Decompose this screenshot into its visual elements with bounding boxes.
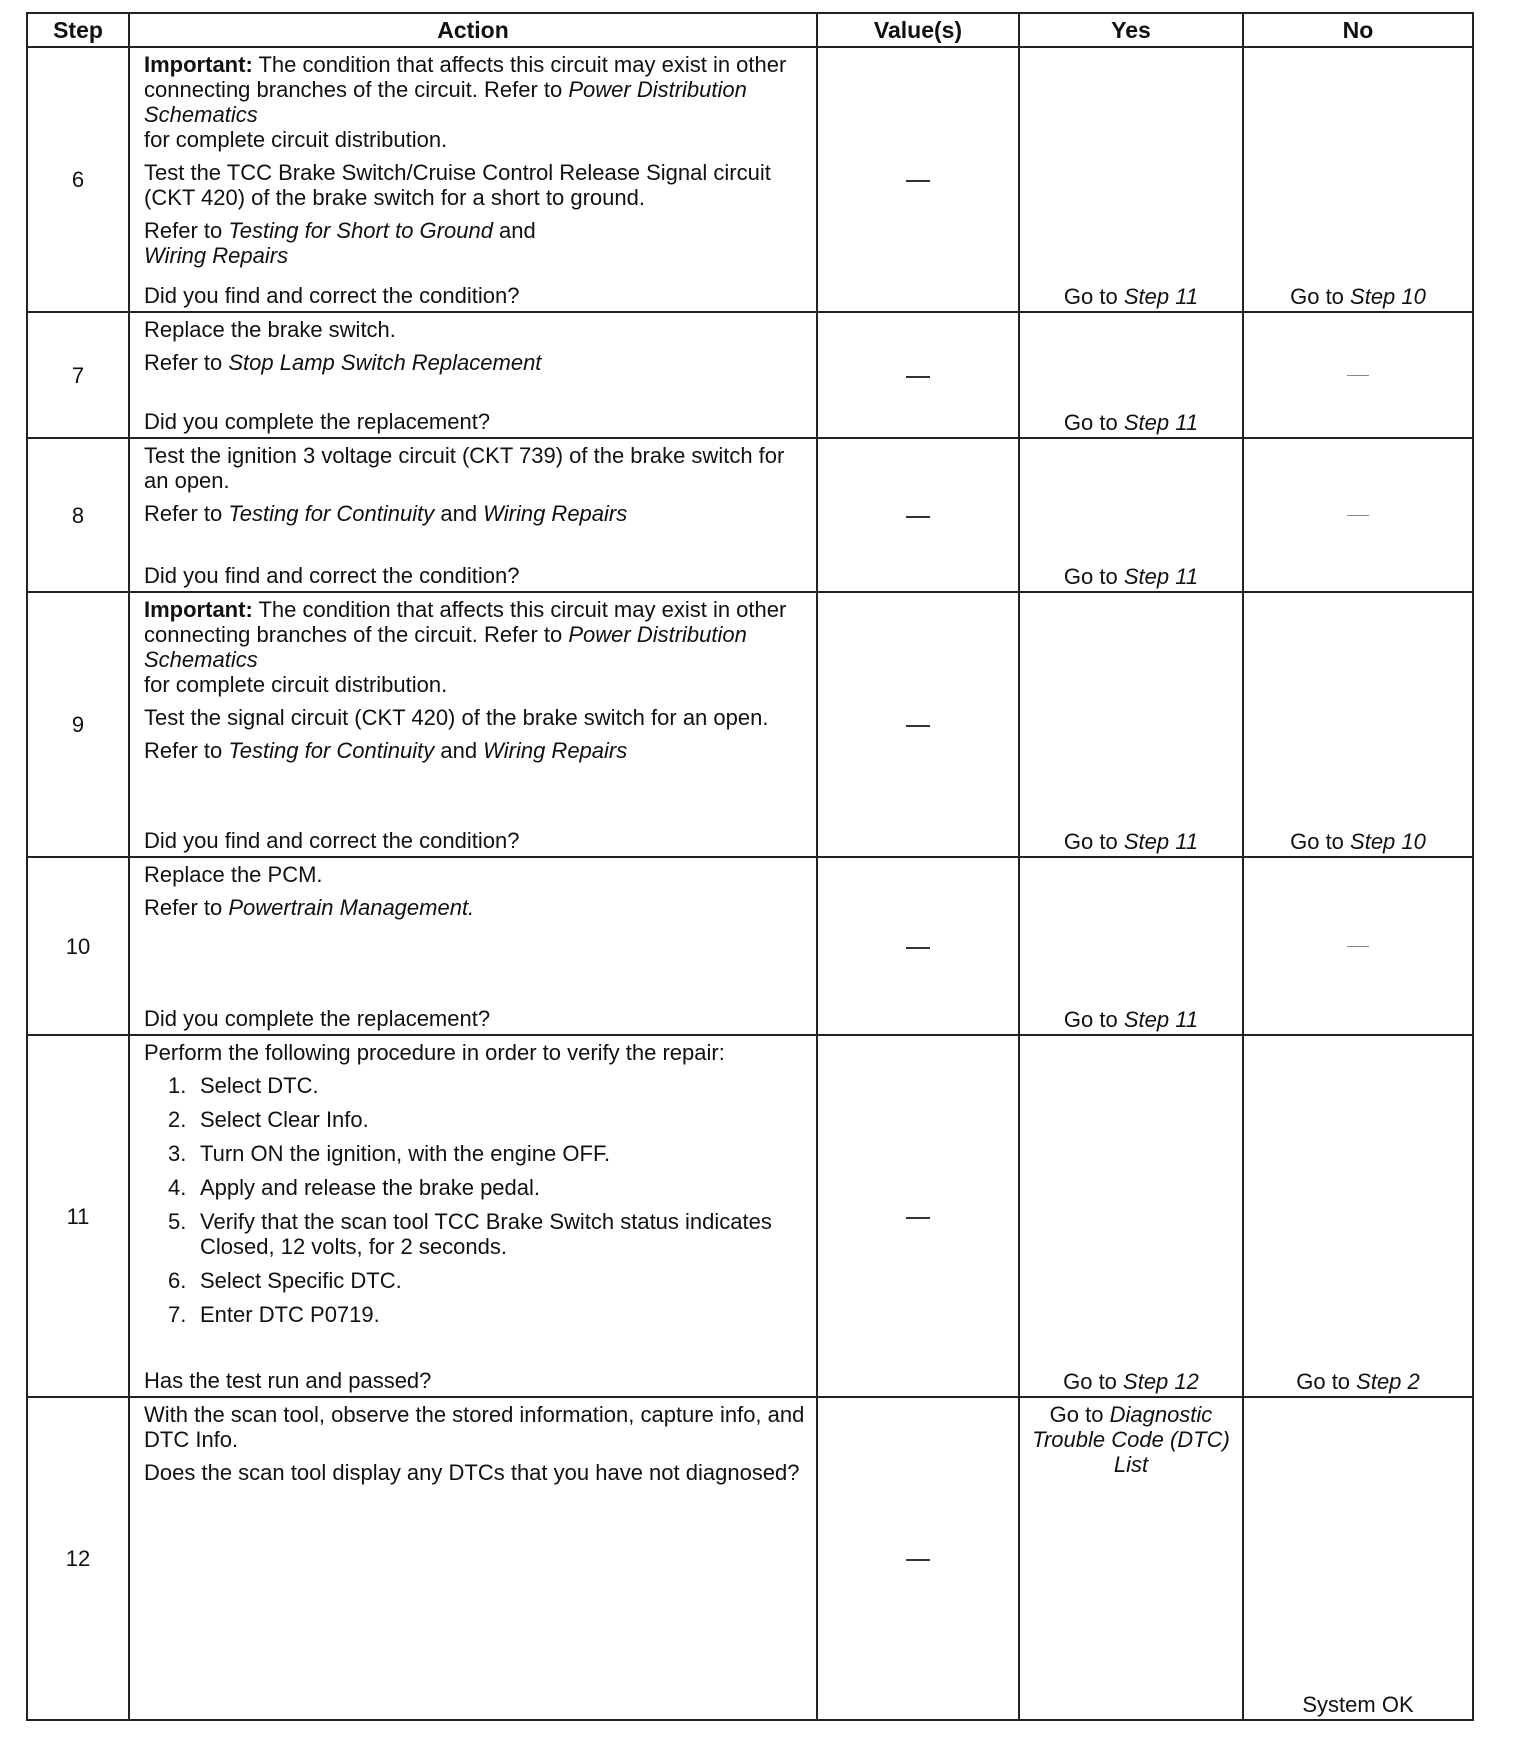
list-item: 5. Verify that the scan tool TCC Brake Switch status indicates Closed, 12 volts, for 2 seconds. [168,1209,772,1259]
yes-step-link[interactable]: Step 11 [1123,829,1199,854]
schematics-link[interactable]: Power Distribution Schematics [144,622,747,672]
step-number: 6 [27,47,129,312]
no-dash [1347,375,1369,376]
continuity-link[interactable]: Testing for Continuity [228,501,435,526]
short-to-ground-link[interactable]: Testing for Short to Ground [228,218,493,243]
value-cell [817,1035,1019,1397]
no-dash [1347,946,1369,947]
header-step: Step [27,13,129,47]
yes-cell [1019,312,1243,438]
dtc-list-link[interactable]: Diagnostic Trouble Code (DTC) List [1032,1402,1230,1477]
procedure-text: Verify that the scan tool TCC Brake Switch status indicates Closed, 12 volts, for 2 seconds. [200,1209,772,1259]
no-prefix: Go to [1290,284,1351,309]
procedure-text: Select Specific DTC. [200,1268,402,1293]
no-cell [1243,592,1473,857]
refer-line [144,501,806,526]
value-cell [817,592,1019,857]
refer-prefix: Refer to [144,501,229,526]
list-item: 2. Select Clear Info. [168,1107,369,1132]
procedure-text: Select DTC. [200,1073,319,1098]
action-cell [129,592,817,857]
yes-prefix: Go to [1049,1402,1110,1427]
instruction: Perform the following procedure in order to verify the repair: [144,1040,725,1065]
question: Does the scan tool display any DTCs that you have not diagnosed? [144,1460,800,1485]
important-note [144,597,806,697]
value-cell [817,312,1019,438]
refer-and: and [434,738,484,763]
list-item: 4. Apply and release the brake pedal. [168,1175,541,1200]
table-row [27,438,1473,592]
procedure-text: Turn ON the ignition, with the engine OFF. [200,1141,611,1166]
refer-and: and [492,218,536,243]
wiring-repairs-link[interactable]: Wiring Repairs [144,243,289,268]
no-step-link[interactable]: Step 10 [1350,829,1426,854]
yes-prefix: Go to [1063,410,1124,435]
question: Did you complete the replacement? [144,1006,491,1031]
question: Has the test run and passed? [144,1368,432,1393]
list-item: 7. Enter DTC P0719. [168,1302,380,1327]
no-prefix: Go to [1290,829,1351,854]
important-tail: for complete circuit distribution. [144,672,448,697]
action-cell [129,857,817,1035]
header-action: Action [129,13,817,47]
important-tail: for complete circuit distribution. [144,127,448,152]
table-row [27,857,1473,1035]
list-item: 1. Select DTC. [168,1073,319,1098]
question: Did you find and correct the condition? [144,563,520,588]
action-cell [129,47,817,312]
stop-lamp-switch-link[interactable]: Stop Lamp Switch Replacement [228,350,542,375]
refer-and: and [434,501,484,526]
header-row [27,13,1473,47]
no-cell [1243,312,1473,438]
instruction: Replace the PCM. [144,862,323,887]
header-no: No [1243,13,1473,47]
value-cell [817,857,1019,1035]
refer-line [144,218,806,268]
yes-prefix: Go to [1063,284,1124,309]
value-dash [906,376,930,378]
important-text: The condition that affects this circuit may exist in other connecting branches of the circuit. Refer to [144,52,787,102]
header-yes: Yes [1019,13,1243,47]
value-dash [906,1559,930,1561]
value-cell [817,438,1019,592]
refer-line [144,738,806,763]
value-dash [906,516,930,518]
refer-prefix: Refer to [144,738,229,763]
value-dash [906,947,930,949]
no-cell [1243,47,1473,312]
yes-prefix: Go to [1063,564,1124,589]
yes-step-link[interactable]: Step 11 [1123,410,1199,435]
step-number: 12 [27,1397,129,1720]
wiring-repairs-link[interactable]: Wiring Repairs [483,738,628,763]
test-instruction: Test the TCC Brake Switch/Cruise Control Release Signal circuit (CKT 420) of the brake switch for a short to ground. [144,160,771,210]
procedure-list [144,1073,806,1327]
procedure-text: Apply and release the brake pedal. [200,1175,541,1200]
procedure-text: Enter DTC P0719. [200,1302,380,1327]
yes-cell [1019,1035,1243,1397]
question: Did you find and correct the condition? [144,828,520,853]
step-number: 11 [27,1035,129,1397]
no-cell [1243,438,1473,592]
step-number: 7 [27,312,129,438]
diagnostic-table [26,12,1474,1721]
procedure-text: Select Clear Info. [200,1107,369,1132]
question: Did you complete the replacement? [144,409,491,434]
important-label: Important: [144,597,253,622]
yes-step-link[interactable]: Step 11 [1123,1007,1199,1032]
yes-cell [1019,857,1243,1035]
no-step-link[interactable]: Step 10 [1350,284,1426,309]
yes-cell [1019,438,1243,592]
no-dash [1347,515,1369,516]
refer-line [144,895,806,920]
action-cell [129,438,817,592]
list-item: 3. Turn ON the ignition, with the engine OFF. [168,1141,611,1166]
important-label: Important: [144,52,253,77]
yes-cell [1019,47,1243,312]
no-cell [1243,857,1473,1035]
step-number: 8 [27,438,129,592]
action-cell [129,312,817,438]
table-row [27,312,1473,438]
continuity-link[interactable]: Testing for Continuity [228,738,435,763]
action-cell [129,1397,817,1720]
table-row [27,47,1473,312]
refer-prefix: Refer to [144,218,229,243]
test-instruction: Test the signal circuit (CKT 420) of the brake switch for an open. [144,705,769,730]
list-item: 6. Select Specific DTC. [168,1268,402,1293]
yes-step-link[interactable]: Step 11 [1123,564,1199,589]
value-dash [906,1217,930,1219]
value-cell [817,47,1019,312]
yes-cell [1019,592,1243,857]
no-cell [1243,1035,1473,1397]
yes-prefix: Go to [1063,829,1124,854]
value-cell [817,1397,1019,1720]
yes-step-link[interactable]: Step 11 [1123,284,1199,309]
important-note [144,52,806,152]
header-values: Value(s) [817,13,1019,47]
powertrain-management-link[interactable]: Powertrain Management. [228,895,475,920]
yes-prefix: Go to [1063,1369,1124,1394]
instruction: Test the ignition 3 voltage circuit (CKT 739) of the brake switch for an open. [144,443,785,493]
step-number: 9 [27,592,129,857]
question: Did you find and correct the condition? [144,283,520,308]
no-prefix: Go to [1296,1369,1357,1394]
table-row [27,592,1473,857]
table-row [27,1397,1473,1720]
no-step-link[interactable]: Step 2 [1356,1369,1420,1394]
yes-prefix: Go to [1063,1007,1124,1032]
value-dash [906,180,930,182]
step-number: 10 [27,857,129,1035]
instruction: Replace the brake switch. [144,317,396,342]
yes-cell [1019,1397,1243,1720]
table-row [27,1035,1473,1397]
refer-line [144,350,806,375]
yes-step-link[interactable]: Step 12 [1123,1369,1199,1394]
instruction: With the scan tool, observe the stored information, capture info, and DTC Info. [144,1402,805,1452]
schematics-link[interactable]: Power Distribution Schematics [144,77,747,127]
no-cell: System OK [1243,1397,1473,1720]
wiring-repairs-link[interactable]: Wiring Repairs [483,501,628,526]
important-text: The condition that affects this circuit may exist in other connecting branches of the circuit. Refer to [144,597,787,647]
value-dash [906,725,930,727]
action-cell [129,1035,817,1397]
refer-prefix: Refer to [144,350,229,375]
refer-prefix: Refer to [144,895,229,920]
